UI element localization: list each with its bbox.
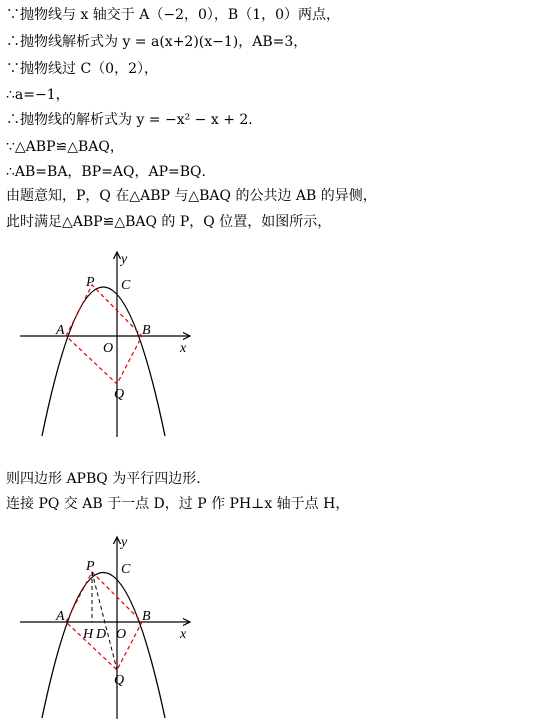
label-a: A [56,323,65,338]
text-line: ∵抛物线与 x 轴交于 A（−2，0），B（1，0）两点， [6,7,341,23]
label-p: P [86,275,95,290]
segment-pq [92,572,117,670]
label-d: D [96,627,107,642]
label-y: y [121,252,128,267]
figure-1-parabola-diagram [0,240,536,440]
text-line: 由题意知，P，Q 在△ABP 与△BAQ 的公共边 AB 的异侧， [6,188,377,204]
text-line: ∵抛物线过 C（0，2）， [6,61,158,77]
label-y: y [121,535,128,550]
label-x: x [180,627,187,642]
label-b: B [142,609,151,624]
text-line: 连接 PQ 交 AB 于一点 D，过 P 作 PH⊥x 轴于点 H， [6,496,350,512]
label-c: C [121,278,131,293]
parabola-curve [42,287,165,436]
text-line: 此时满足△ABP≌△BAQ 的 P，Q 位置，如图所示， [6,214,332,230]
figure-2-parabola-diagram [0,525,536,725]
label-o: O [116,627,127,642]
label-q: Q [114,673,125,688]
text-line: 则四边形 APBQ 为平行四边形． [6,471,211,487]
label-b: B [142,323,151,338]
label-p: P [86,559,95,574]
text-line: ∴抛物线的解析式为 y = −x² − x + 2． [6,112,263,128]
label-h: H [83,627,94,642]
label-x: x [180,341,187,356]
text-line: ∴a=−1， [6,87,70,103]
parallelogram-apbq [66,285,142,384]
label-q: Q [114,387,125,402]
text-line: ∴抛物线解析式为 y = a(x+2)(x−1)，AB=3， [6,34,308,50]
label-c: C [121,562,131,577]
text-line: ∵△ABP≌△BAQ， [6,139,124,155]
text-line: ∴AB=BA，BP=AQ，AP=BQ． [6,164,216,180]
label-o: O [103,341,114,356]
parabola-curve [42,573,165,719]
label-a: A [56,609,65,624]
